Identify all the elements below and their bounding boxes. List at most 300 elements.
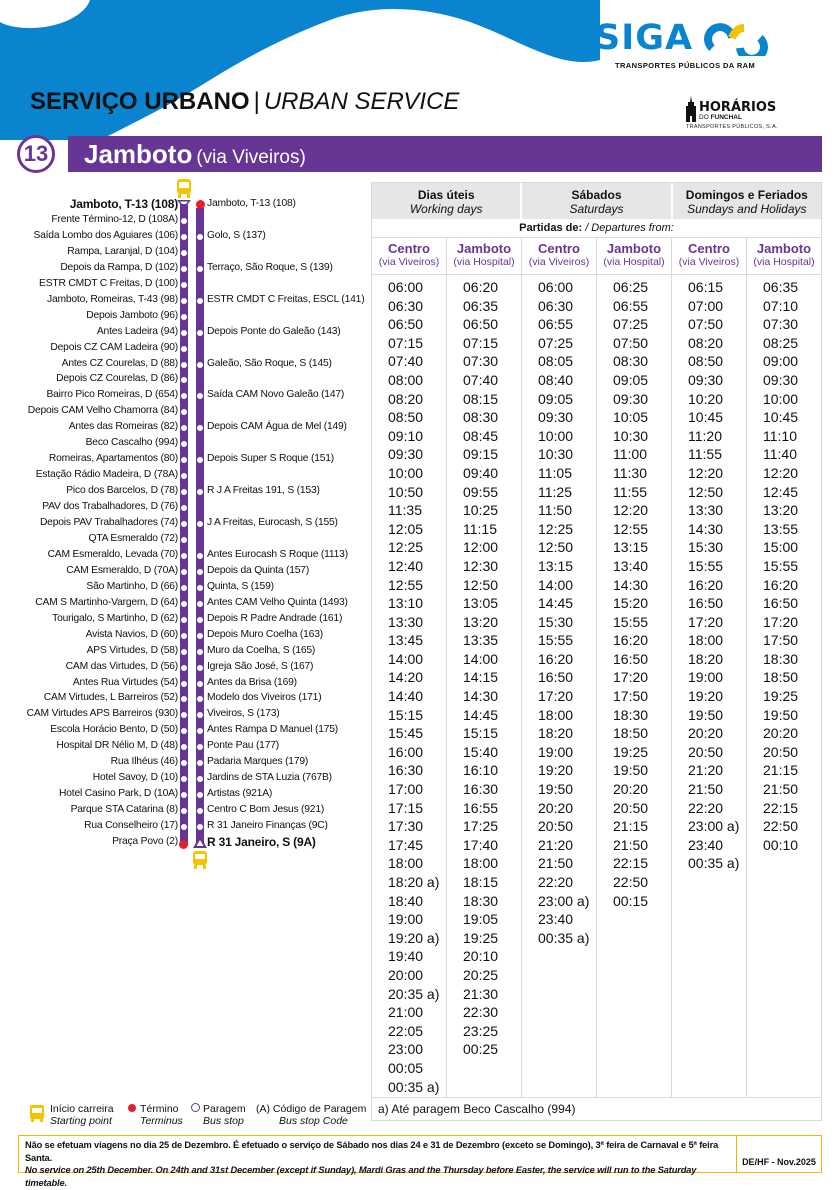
direction-destination: Jamboto	[756, 241, 812, 256]
departure-time: 15:45	[388, 725, 424, 742]
outbound-stop: ESTR CMDT C Freitas, D (100)	[39, 277, 178, 289]
inbound-stop: Ponte Pau (177)	[207, 740, 279, 752]
stop-dot	[181, 250, 187, 256]
departure-time: 00:15	[613, 892, 649, 909]
departure-time: 17:25	[463, 818, 499, 835]
outbound-stop: Hospital DR Nélio M, D (48)	[56, 740, 178, 752]
departure-time: 11:05	[538, 464, 572, 481]
departure-time: 09:40	[463, 464, 499, 481]
inbound-stop: R 31 Janeiro, S (9A)	[207, 835, 316, 849]
outbound-stop: Jamboto, Romeiras, T-43 (98)	[47, 293, 178, 305]
times-column	[671, 275, 746, 1097]
departure-time: 14:20	[388, 669, 424, 686]
departure-time: 22:50	[613, 874, 649, 890]
horarios-funchal-logo	[686, 96, 778, 130]
outbound-stop: Antes Ladeira (94)	[96, 325, 178, 337]
departure-time: 18:30	[763, 650, 799, 667]
departure-time: 14:45	[463, 706, 499, 723]
direction-destination: Jamboto	[606, 241, 662, 256]
legend-start-pt: Início carreira	[50, 1103, 114, 1115]
day-type-sundays	[671, 183, 821, 219]
legend-code-symbol: (A)	[256, 1103, 270, 1115]
departure-time: 08:50	[388, 409, 424, 426]
outbound-stop: São Martinho, D (66)	[86, 580, 178, 592]
departure-time: 18:20	[688, 650, 724, 667]
departure-time: 18:00	[688, 632, 724, 649]
stop-dot	[197, 665, 203, 671]
departure-time: 08:20	[688, 334, 724, 351]
route-name-text: Jamboto	[84, 139, 193, 169]
departure-time: 15:30	[538, 613, 574, 630]
departure-time: 09:15	[463, 446, 499, 463]
day-type-en: Sundays and Holidays	[687, 202, 807, 216]
inbound-stop: Padaria Marques (179)	[207, 756, 309, 768]
departure-time: 15:55	[763, 557, 799, 574]
outbound-stop: Parque STA Catarina (8)	[70, 804, 178, 816]
outbound-stop: Frente Término-12, D (108A)	[51, 213, 178, 225]
day-type-saturdays	[520, 183, 670, 219]
day-type-header	[372, 183, 821, 219]
stop-dot	[181, 362, 187, 368]
departure-time: 07:50	[688, 316, 724, 333]
inbound-stop: Depois Super S Roque (151)	[207, 453, 335, 465]
departure-time: 14:30	[613, 576, 649, 593]
departure-time: 17:00	[388, 781, 424, 798]
departure-time: 15:20	[613, 595, 649, 612]
stop-dot	[197, 266, 203, 272]
departure-time: 14:45	[538, 595, 574, 612]
departure-time: 12:30	[463, 557, 499, 574]
direction-destination: Jamboto	[456, 241, 512, 256]
departure-time: 20:10	[463, 948, 499, 965]
departure-time: 06:35	[463, 297, 499, 314]
departure-time: 10:30	[538, 446, 574, 463]
inbound-stop: R J A Freitas 191, S (153)	[207, 485, 320, 497]
outbound-stop: Antes CZ Courelas, D (88)	[61, 357, 178, 369]
stop-dot	[197, 649, 203, 655]
departure-time: 10:00	[763, 390, 799, 407]
departure-time: 07:40	[463, 371, 499, 388]
siga-tagline: TRANSPORTES PÚBLICOS DA RAM	[615, 61, 756, 70]
end-bus-icon	[192, 850, 208, 870]
stop-dot	[181, 314, 187, 320]
direction-via: (via Hospital)	[753, 256, 815, 268]
departure-time: 19:40	[388, 948, 424, 965]
stop-dot	[197, 569, 203, 575]
departure-time: 00:25	[463, 1041, 499, 1058]
outbound-stop: CAM Virtudes, L Barreiros (52)	[43, 692, 178, 704]
stop-dot	[181, 824, 187, 830]
inbound-stop: Modelo dos Viveiros (171)	[207, 692, 322, 704]
departure-time: 15:40	[463, 743, 499, 760]
departure-time: 06:25	[613, 279, 649, 295]
legend-bus-icon	[30, 1105, 44, 1125]
departure-time: 20:20	[613, 781, 649, 798]
inbound-stop: ESTR CMDT C Freitas, ESCL (141)	[207, 293, 365, 305]
inbound-terminus-dot	[196, 200, 205, 209]
departure-time: 09:10	[388, 427, 424, 444]
direction-via: (via Hospital)	[603, 256, 665, 268]
departures-label	[372, 219, 821, 238]
departure-time: 23:40	[688, 836, 724, 853]
departure-time: 00:35 a)	[688, 855, 740, 872]
service-title-pt: SERVIÇO URBANO	[30, 88, 250, 115]
route-title-bar	[68, 136, 822, 172]
siga-loop-icon	[702, 20, 770, 56]
departure-time: 19:00	[388, 911, 424, 928]
end-arrow-up-icon	[193, 836, 207, 848]
outbound-stop: Pico dos Barcelos, D (78)	[66, 485, 178, 497]
day-type-pt: Dias úteis	[417, 188, 475, 202]
departure-time: 13:15	[538, 557, 574, 574]
departure-time: 16:50	[613, 650, 649, 667]
departure-time: 09:00	[763, 353, 799, 370]
departure-time: 17:50	[763, 632, 799, 649]
departure-time: 17:50	[613, 688, 649, 705]
departure-time: 21:30	[463, 985, 499, 1002]
inbound-stop: Igreja São José, S (167)	[207, 660, 314, 672]
departure-time: 06:30	[388, 297, 424, 314]
departure-time: 09:05	[613, 371, 649, 388]
departure-time: 19:20	[538, 762, 574, 779]
departure-time: 14:00	[463, 650, 499, 667]
departure-time: 12:25	[388, 539, 424, 556]
departure-time: 07:30	[763, 316, 799, 333]
departure-time: 21:00	[388, 1004, 424, 1021]
outbound-stop: Depois da Rampa, D (102)	[60, 261, 178, 273]
departure-time: 11:20	[688, 427, 722, 444]
departure-time: 14:30	[463, 688, 499, 705]
departure-time: 14:15	[463, 669, 499, 686]
inbound-stop: Antes da Brisa (169)	[207, 676, 297, 688]
departure-time: 22:30	[463, 1004, 499, 1021]
terminus-dot-icon	[128, 1104, 136, 1112]
departure-time: 16:55	[463, 799, 499, 816]
departure-time: 08:15	[463, 390, 499, 407]
direction-header	[596, 238, 671, 274]
legend-terminus-en: Terminus	[140, 1115, 183, 1127]
stop-dot	[197, 362, 203, 368]
departure-time: 08:50	[688, 353, 724, 370]
departure-time: 19:25	[763, 688, 799, 705]
departure-time: 20:20	[763, 725, 799, 742]
departure-time: 10:45	[763, 409, 799, 426]
departure-time: 20:00	[388, 966, 424, 983]
inbound-stop: Depois da Quinta (157)	[207, 564, 310, 576]
legend-start	[50, 1103, 114, 1127]
stop-dot	[181, 553, 187, 559]
departure-time: 11:00	[613, 446, 647, 463]
departure-time: 10:45	[688, 409, 724, 426]
outbound-stop: PAV dos Trabalhadores, D (76)	[42, 501, 178, 513]
departure-time: 21:50	[538, 855, 574, 872]
inbound-stop: Jardins de STA Luzia (767B)	[207, 772, 332, 784]
timetable	[371, 182, 822, 1121]
inbound-stop: Galeão, São Roque, S (145)	[207, 357, 332, 369]
departure-time: 16:50	[763, 595, 799, 612]
departure-time: 12:50	[538, 539, 574, 556]
outbound-stop: CAM Esmeraldo, Levada (70)	[47, 548, 178, 560]
departure-time: 06:35	[763, 279, 799, 295]
times-column	[746, 275, 821, 1097]
departure-time: 19:50	[538, 781, 574, 798]
departure-time: 08:30	[463, 409, 499, 426]
inbound-stop: J A Freitas, Eurocash, S (155)	[207, 517, 338, 528]
times-column	[446, 275, 521, 1097]
direction-header	[671, 238, 746, 274]
outbound-stop: Avista Navios, D (60)	[85, 628, 178, 640]
departure-time: 13:55	[763, 520, 799, 537]
departures-label-pt: Partidas de:	[519, 222, 583, 234]
outbound-stop: Hotel Casino Park, D (10A)	[59, 788, 178, 800]
departure-time: 06:55	[538, 316, 574, 333]
day-type-en: Saturdays	[569, 202, 624, 216]
legend-code	[256, 1103, 366, 1127]
departure-time: 18:00	[538, 706, 574, 723]
route-number-badge: 13	[17, 135, 55, 173]
departure-time: 17:20	[613, 669, 649, 686]
outbound-stop: Beco Cascalho (994)	[85, 437, 178, 449]
departure-time: 06:55	[613, 297, 649, 314]
stop-dot	[181, 298, 187, 304]
outbound-stop: Hotel Savoy, D (10)	[92, 772, 178, 784]
departure-time: 13:30	[388, 613, 424, 630]
departure-time: 12:20	[613, 502, 649, 519]
inbound-stop: Saída CAM Novo Galeão (147)	[207, 389, 345, 401]
departure-time: 13:40	[613, 557, 649, 574]
departure-time: 08:30	[613, 353, 649, 370]
departure-time: 12:55	[388, 576, 424, 593]
operator-company: TRANSPORTES PÚBLICOS, S.A.	[686, 124, 778, 130]
legend-terminus-pt: Término	[140, 1103, 179, 1115]
departure-time: 11:40	[763, 446, 797, 463]
departure-time: 13:35	[463, 632, 499, 649]
departure-time: 21:15	[763, 762, 799, 779]
departure-time: 17:20	[538, 688, 574, 705]
stop-dot	[197, 553, 203, 559]
departure-time: 15:55	[538, 632, 574, 649]
departure-time: 19:20	[688, 688, 724, 705]
outbound-stop: CAM das Virtudes, D (56)	[65, 660, 178, 672]
departure-time: 07:30	[463, 353, 499, 370]
legend-start-en: Starting point	[50, 1115, 112, 1127]
inbound-stop: Muro da Coelha, S (165)	[207, 644, 316, 656]
inbound-stop: Terraço, São Roque, S (139)	[207, 261, 333, 273]
inbound-stop: Jamboto, T-13 (108)	[207, 198, 296, 209]
departure-time: 23:25	[463, 1022, 499, 1039]
stop-dot	[197, 617, 203, 623]
departure-time: 22:20	[538, 874, 574, 890]
route-diagram	[0, 178, 370, 878]
departure-time: 16:30	[388, 762, 424, 779]
departure-time: 17:30	[388, 818, 424, 835]
stop-dot	[181, 282, 187, 288]
departure-time: 10:25	[463, 502, 499, 519]
departure-time: 10:30	[613, 427, 649, 444]
inbound-stop: Artistas (921A)	[207, 788, 273, 800]
departure-time: 17:20	[763, 613, 799, 630]
outbound-stop: Praça Povo (2)	[112, 836, 178, 847]
outbound-stop: QTA Esmeraldo (72)	[88, 532, 178, 544]
stop-dot	[181, 218, 187, 224]
stop-dot	[181, 633, 187, 639]
stop-dot	[181, 649, 187, 655]
timetable-body	[372, 275, 821, 1098]
departure-time: 06:50	[388, 316, 424, 333]
departure-time: 18:30	[463, 892, 499, 909]
departure-time: 18:15	[463, 874, 499, 890]
inbound-stop: Centro C Bom Jesus (921)	[207, 804, 325, 816]
departure-time: 21:20	[688, 762, 724, 779]
legend-stop-en: Bus stop	[203, 1115, 244, 1127]
stop-dot	[197, 585, 203, 591]
outbound-stop: Depois Jamboto (96)	[86, 309, 178, 321]
departure-time: 06:50	[463, 316, 499, 333]
departure-time: 07:25	[613, 316, 649, 333]
departure-time: 09:55	[463, 483, 499, 500]
outbound-stop: Estação Rádio Madeira, D (78A)	[35, 469, 178, 481]
timetable-footnote: a) Até paragem Beco Cascalho (994)	[378, 1102, 576, 1116]
inbound-stop: Antes Eurocash S Roque (1113)	[207, 548, 348, 560]
times-column	[596, 275, 671, 1097]
departure-time: 19:00	[688, 669, 724, 686]
outbound-stop: Rampa, Laranjal, D (104)	[67, 245, 178, 257]
departure-time: 18:50	[613, 725, 649, 742]
outbound-stop: Depois CZ CAM Ladeira (90)	[50, 341, 178, 353]
stop-dot	[181, 537, 187, 543]
departure-time: 20:50	[538, 818, 574, 835]
legend-code-pt: Código de Paragem	[272, 1103, 367, 1115]
departure-time: 07:50	[613, 334, 649, 351]
departure-time: 16:30	[463, 781, 499, 798]
departure-time: 18:20 a)	[388, 874, 440, 890]
departure-time: 11:30	[613, 464, 647, 481]
departure-time: 07:00	[688, 297, 724, 314]
departure-time: 19:50	[688, 706, 724, 723]
departure-time: 20:50	[763, 743, 799, 760]
inbound-stop: R 31 Janeiro Finanças (9C)	[207, 820, 328, 832]
legend-code-en: Bus stop Code	[279, 1115, 348, 1127]
outbound-stop: Escola Horácio Bento, D (50)	[50, 724, 178, 736]
inbound-stop: Viveiros, S (173)	[207, 708, 280, 720]
stop-dot	[197, 234, 203, 240]
departure-time: 15:15	[463, 725, 499, 742]
departure-time: 11:55	[688, 446, 722, 463]
stop-dot	[197, 633, 203, 639]
departure-time: 13:05	[463, 595, 499, 612]
departure-time: 23:40	[538, 911, 574, 928]
departure-time: 19:50	[613, 762, 649, 779]
departure-time: 22:50	[763, 818, 799, 835]
direction-header	[446, 238, 521, 274]
notice-en: No service on 25th December. On 24th and 31st December (except if Sunday), Mardi Gras and the Thursday before Easter, the service will run to the Saturday timetable.	[25, 1165, 697, 1188]
stop-dot	[197, 681, 203, 687]
departure-time: 16:10	[463, 762, 499, 779]
departure-time: 19:20 a)	[388, 929, 440, 946]
direction-header	[746, 238, 821, 274]
departure-time: 17:45	[388, 836, 424, 853]
stop-dot	[181, 346, 187, 352]
inbound-stop: Antes Rampa D Manuel (175)	[207, 724, 339, 736]
stop-dot	[197, 521, 203, 527]
departure-time: 20:25	[463, 966, 499, 983]
departure-time: 19:25	[463, 929, 499, 946]
inbound-stop: Golo, S (137)	[207, 229, 266, 241]
departure-time: 15:55	[688, 557, 724, 574]
outbound-stop: Jamboto, T-13 (108)	[69, 197, 178, 211]
outbound-stop: APS Virtudes, D (58)	[86, 644, 178, 656]
stop-dot	[197, 298, 203, 304]
departure-time: 20:50	[688, 743, 724, 760]
outbound-terminus-dot	[179, 840, 188, 849]
service-title-en: URBAN SERVICE	[263, 88, 460, 115]
departure-time: 17:20	[688, 613, 724, 630]
departure-time: 13:20	[763, 502, 799, 519]
departure-time: 06:20	[463, 279, 499, 295]
stop-dot	[181, 266, 187, 272]
day-type-weekdays	[372, 183, 520, 219]
operator-sub-bold: FUNCHAL	[710, 114, 742, 121]
departures-label-en: / Departures from:	[585, 222, 674, 234]
legend-stop-pt: Paragem	[203, 1103, 246, 1115]
departure-time: 10:20	[688, 390, 724, 407]
stop-dot	[197, 330, 203, 336]
outbound-stop: Saída Lombo dos Aguiares (106)	[33, 229, 178, 241]
siga-logo	[595, 18, 775, 70]
direction-destination: Centro	[538, 241, 580, 256]
service-title-separator: |	[253, 88, 260, 115]
departure-time: 23:00 a)	[538, 892, 590, 909]
departure-time: 08:05	[538, 353, 574, 370]
departure-time: 10:00	[388, 464, 424, 481]
departure-time: 15:30	[688, 539, 724, 556]
departure-time: 07:25	[538, 334, 574, 351]
outbound-stop: Antes das Romeiras (82)	[68, 421, 178, 433]
stop-dot	[181, 665, 187, 671]
departure-time: 11:55	[613, 483, 647, 500]
departure-time: 00:10	[763, 836, 799, 853]
departure-time: 20:20	[688, 725, 724, 742]
departure-time: 09:30	[388, 446, 424, 463]
direction-destination: Centro	[688, 241, 730, 256]
stop-dot	[181, 601, 187, 607]
departure-time: 11:25	[538, 483, 572, 500]
service-title	[30, 88, 459, 116]
departure-time: 22:05	[388, 1022, 424, 1039]
departure-time: 18:30	[613, 706, 649, 723]
departure-time: 13:20	[463, 613, 499, 630]
departure-time: 07:40	[388, 353, 424, 370]
day-type-pt: Domingos e Feriados	[685, 188, 808, 202]
times-column	[521, 275, 596, 1097]
stop-dot	[181, 569, 187, 575]
direction-header	[372, 238, 446, 274]
departure-time: 12:50	[688, 483, 724, 500]
departure-time: 21:50	[613, 836, 649, 853]
departure-time: 16:50	[688, 595, 724, 612]
departure-time: 15:15	[388, 706, 424, 723]
stop-dot	[181, 505, 187, 511]
departure-time: 09:30	[538, 409, 574, 426]
departure-time: 16:20	[538, 650, 574, 667]
times-column	[372, 275, 446, 1097]
departure-time: 07:10	[763, 297, 799, 314]
departure-time: 15:55	[613, 613, 649, 630]
departure-time: 15:00	[763, 539, 799, 556]
inbound-stop: Depois CAM Água de Mel (149)	[207, 421, 347, 433]
departure-time: 10:05	[613, 409, 649, 426]
departure-time: 14:00	[388, 650, 424, 667]
